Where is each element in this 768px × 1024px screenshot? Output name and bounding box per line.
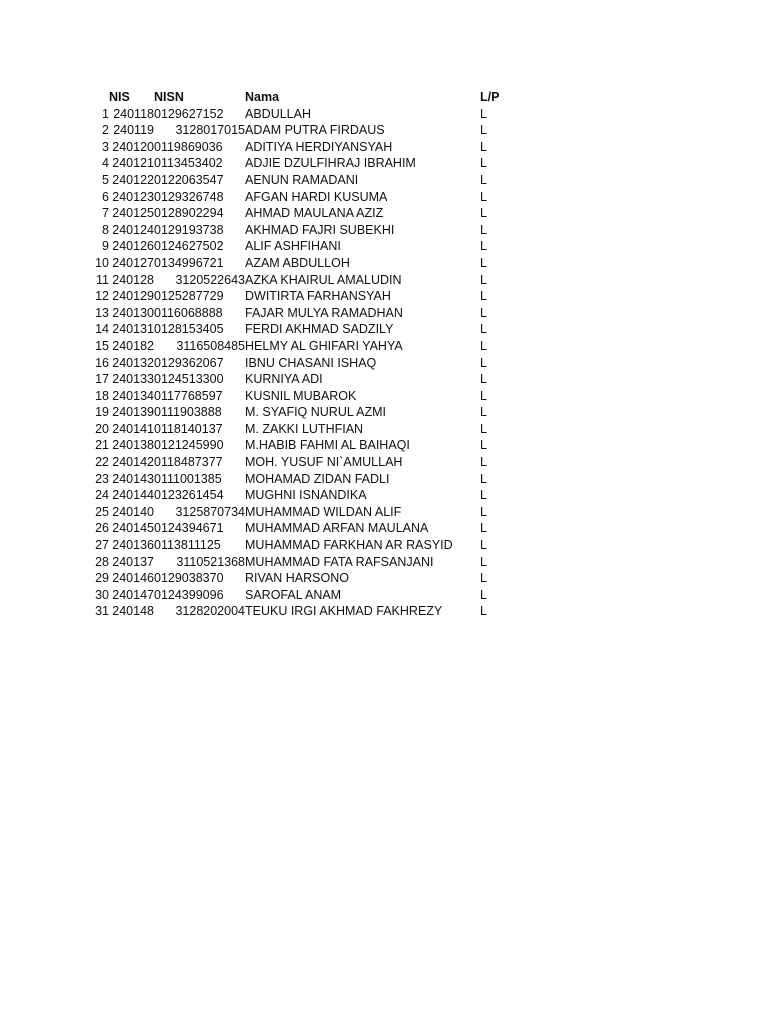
nis-cell: 240146 <box>112 571 154 586</box>
nis-cell: 240182 <box>112 338 154 353</box>
nama-cell: ALIF ASHFIHANI <box>245 239 341 254</box>
row-number-cell: 2 <box>102 123 109 138</box>
nis-cell: 240143 <box>112 471 154 486</box>
table-row <box>90 189 520 206</box>
nis-cell: 240140 <box>112 504 154 519</box>
row-number-cell: 3 <box>102 139 109 154</box>
nisn-cell: 0117768597 <box>154 388 223 403</box>
row-number-cell: 13 <box>95 305 109 320</box>
nisn-cell: 3128202004 <box>175 604 245 619</box>
row-number-cell: 28 <box>95 554 109 569</box>
row-number-cell: 16 <box>95 355 109 370</box>
table-row <box>90 155 520 172</box>
nisn-cell: 3128017015 <box>175 123 245 138</box>
lp-cell: L <box>480 355 487 370</box>
nisn-cell: 0111001385 <box>154 471 222 486</box>
table-row <box>90 371 520 388</box>
row-number-cell: 5 <box>102 172 109 187</box>
row-number-cell: 6 <box>102 189 109 204</box>
table-row <box>90 537 520 554</box>
table-row <box>90 288 520 305</box>
row-number-cell: 19 <box>95 405 109 420</box>
nisn-cell: 0111903888 <box>154 405 222 420</box>
lp-cell: L <box>480 172 487 187</box>
nis-cell: 240126 <box>112 239 154 254</box>
row-number-cell: 4 <box>102 156 109 171</box>
nis-cell: 240118 <box>113 106 154 121</box>
nisn-cell: 0124627502 <box>154 239 224 254</box>
lp-cell: L <box>480 156 487 171</box>
nisn-cell: 0128902294 <box>154 206 224 221</box>
nis-cell: 240147 <box>112 587 154 602</box>
nisn-cell: 0129362067 <box>154 355 224 370</box>
nisn-cell: 0129326748 <box>154 189 224 204</box>
nis-cell: 240138 <box>112 438 154 453</box>
nis-cell: 240139 <box>112 405 154 420</box>
header-nisn: NISN <box>154 90 184 104</box>
nisn-cell: 0125287729 <box>154 289 224 304</box>
nisn-cell: 0119869036 <box>154 139 223 154</box>
lp-cell: L <box>480 504 487 519</box>
nisn-cell: 0118487377 <box>154 455 223 470</box>
nisn-cell: 3120522643 <box>175 272 245 287</box>
nisn-cell: 0123261454 <box>154 488 224 503</box>
nis-cell: 240136 <box>112 538 154 553</box>
table-row <box>90 122 520 139</box>
nisn-cell: 3116508485 <box>176 338 245 353</box>
nis-cell: 240134 <box>112 388 154 403</box>
nama-cell: AZKA KHAIRUL AMALUDIN <box>245 272 402 287</box>
nisn-cell: 0128153405 <box>154 322 224 337</box>
table-row <box>90 421 520 438</box>
nisn-cell: 0124394671 <box>154 521 224 536</box>
nama-cell: ABDULLAH <box>245 106 311 121</box>
table-row <box>90 321 520 338</box>
table-row <box>90 404 520 421</box>
nis-cell: 240119 <box>113 123 154 138</box>
nama-cell: M. SYAFIQ NURUL AZMI <box>245 405 386 420</box>
row-number-cell: 7 <box>102 206 109 221</box>
nis-cell: 240125 <box>112 206 154 221</box>
table-row <box>90 437 520 454</box>
header-no <box>90 89 109 106</box>
nama-cell: AZAM ABDULLOH <box>245 255 350 270</box>
row-number-cell: 9 <box>102 239 109 254</box>
nisn-cell: 0113453402 <box>154 156 223 171</box>
table-row <box>90 139 520 156</box>
lp-cell: L <box>480 538 487 553</box>
lp-cell: L <box>480 571 487 586</box>
lp-cell: L <box>480 388 487 403</box>
nama-cell: MUHAMMAD ARFAN MAULANA <box>245 521 429 536</box>
nis-cell: 240144 <box>112 488 154 503</box>
header-nis: NIS <box>109 90 130 104</box>
table-row <box>90 255 520 272</box>
nis-cell: 240130 <box>112 305 154 320</box>
nama-cell: IBNU CHASANI ISHAQ <box>245 355 377 370</box>
table-row <box>90 520 520 537</box>
nama-cell: AKHMAD FAJRI SUBEKHI <box>245 222 395 237</box>
nis-cell: 240121 <box>112 156 154 171</box>
nama-cell: M.HABIB FAHMI AL BAIHAQI <box>245 438 410 453</box>
nis-cell: 240122 <box>112 172 154 187</box>
nisn-cell: 0129038370 <box>154 571 224 586</box>
nisn-cell: 3125870734 <box>175 504 245 519</box>
lp-cell: L <box>480 438 487 453</box>
row-number-cell: 8 <box>102 222 109 237</box>
nis-cell: 240131 <box>112 322 154 337</box>
table-row <box>90 487 520 504</box>
table-row <box>90 222 520 239</box>
table-row <box>90 471 520 488</box>
lp-cell: L <box>480 455 487 470</box>
nama-cell: KUSNIL MUBAROK <box>245 388 357 403</box>
table-row <box>90 454 520 471</box>
table-row <box>90 570 520 587</box>
nama-cell: AENUN RAMADANI <box>245 172 359 187</box>
lp-cell: L <box>480 189 487 204</box>
lp-cell: L <box>480 239 487 254</box>
nis-cell: 240133 <box>112 372 154 387</box>
nama-cell: KURNIYA ADI <box>245 372 323 387</box>
lp-cell: L <box>480 106 487 121</box>
nisn-cell: 3110521368 <box>176 554 245 569</box>
nisn-cell: 0129193738 <box>154 222 224 237</box>
lp-cell: L <box>480 222 487 237</box>
lp-cell: L <box>480 587 487 602</box>
table-row <box>90 338 520 355</box>
nama-cell: AHMAD MAULANA AZIZ <box>245 206 384 221</box>
nama-cell: MUHAMMAD WILDAN ALIF <box>245 504 402 519</box>
row-number-cell: 14 <box>95 322 109 337</box>
row-number-cell: 25 <box>95 504 109 519</box>
row-number-cell: 26 <box>95 521 109 536</box>
header-nama: Nama <box>245 90 280 104</box>
row-number-cell: 12 <box>95 289 109 304</box>
nama-cell: ADITIYA HERDIYANSYAH <box>245 139 393 154</box>
nisn-cell: 0122063547 <box>154 172 224 187</box>
table-row <box>90 238 520 255</box>
nis-cell: 240129 <box>112 289 154 304</box>
table-row <box>90 554 520 571</box>
nama-cell: AFGAN HARDI KUSUMA <box>245 189 388 204</box>
row-number-cell: 1 <box>102 106 109 121</box>
nis-cell: 240141 <box>112 421 154 436</box>
lp-cell: L <box>480 488 487 503</box>
nama-cell: FERDI AKHMAD SADZILY <box>245 322 394 337</box>
header-row <box>90 89 520 106</box>
nis-cell: 240120 <box>112 139 154 154</box>
row-number-cell: 10 <box>95 255 109 270</box>
nisn-cell: 0113811125 <box>154 538 221 553</box>
table-row <box>90 106 520 123</box>
row-number-cell: 15 <box>95 338 109 353</box>
lp-cell: L <box>480 338 487 353</box>
lp-cell: L <box>480 554 487 569</box>
nama-cell: ADAM PUTRA FIRDAUS <box>245 123 385 138</box>
lp-cell: L <box>480 372 487 387</box>
nis-cell: 240145 <box>112 521 154 536</box>
row-number-cell: 27 <box>95 538 109 553</box>
nama-cell: FAJAR MULYA RAMADHAN <box>245 305 403 320</box>
row-number-cell: 18 <box>95 388 109 403</box>
nisn-cell: 0124399096 <box>154 587 224 602</box>
row-number-cell: 29 <box>95 571 109 586</box>
nisn-cell: 0121245990 <box>154 438 224 453</box>
lp-cell: L <box>480 123 487 138</box>
lp-cell: L <box>480 405 487 420</box>
row-number-cell: 11 <box>96 272 109 287</box>
lp-cell: L <box>480 521 487 536</box>
lp-cell: L <box>480 255 487 270</box>
nama-cell: RIVAN HARSONO <box>245 571 349 586</box>
nama-cell: ADJIE DZULFIHRAJ IBRAHIM <box>245 156 416 171</box>
row-number-cell: 17 <box>95 372 109 387</box>
nisn-cell: 0134996721 <box>154 255 224 270</box>
lp-cell: L <box>480 421 487 436</box>
table-row <box>90 355 520 372</box>
nama-cell: MOHAMAD ZIDAN FADLI <box>245 471 390 486</box>
nama-cell: MUHAMMAD FARKHAN AR RASYID <box>245 538 453 553</box>
row-number-cell: 30 <box>95 587 109 602</box>
nama-cell: SAROFAL ANAM <box>245 587 342 602</box>
student-roster-table <box>90 89 520 620</box>
lp-cell: L <box>480 289 487 304</box>
nama-cell: HELMY AL GHIFARI YAHYA <box>245 338 403 353</box>
nama-cell: MUHAMMAD FATA RAFSANJANI <box>245 554 434 569</box>
nis-cell: 240124 <box>112 222 154 237</box>
nis-cell: 240128 <box>112 272 154 287</box>
nis-cell: 240123 <box>112 189 154 204</box>
table-row <box>90 305 520 322</box>
roster-body <box>90 106 520 620</box>
nis-cell: 240142 <box>112 455 154 470</box>
lp-cell: L <box>480 604 487 619</box>
row-number-cell: 24 <box>95 488 109 503</box>
lp-cell: L <box>480 272 487 287</box>
row-number-cell: 21 <box>95 438 109 453</box>
table-row <box>90 388 520 405</box>
nama-cell: M. ZAKKI LUTHFIAN <box>245 421 364 436</box>
nis-cell: 240137 <box>112 554 154 569</box>
lp-cell: L <box>480 139 487 154</box>
nisn-cell: 0129627152 <box>154 106 224 121</box>
nama-cell: DWITIRTA FARHANSYAH <box>245 289 391 304</box>
row-number-cell: 20 <box>95 421 109 436</box>
nisn-cell: 0118140137 <box>154 421 223 436</box>
table-row <box>90 272 520 289</box>
nis-cell: 240148 <box>112 604 154 619</box>
table-row <box>90 603 520 620</box>
nisn-cell: 0124513300 <box>154 372 224 387</box>
table-row <box>90 504 520 521</box>
nama-cell: MUGHNI ISNANDIKA <box>245 488 367 503</box>
nis-cell: 240132 <box>112 355 154 370</box>
table-row <box>90 172 520 189</box>
lp-cell: L <box>480 471 487 486</box>
nisn-cell: 0116068888 <box>154 305 223 320</box>
nama-cell: MOH. YUSUF NI`AMULLAH <box>245 455 403 470</box>
nama-cell: TEUKU IRGI AKHMAD FAKHREZY <box>245 604 443 619</box>
table-row <box>90 205 520 222</box>
lp-cell: L <box>480 305 487 320</box>
row-number-cell: 23 <box>95 471 109 486</box>
row-number-cell: 22 <box>95 455 109 470</box>
lp-cell: L <box>480 322 487 337</box>
header-lp: L/P <box>480 90 500 104</box>
row-number-cell: 31 <box>95 604 109 619</box>
nis-cell: 240127 <box>112 255 154 270</box>
lp-cell: L <box>480 206 487 221</box>
table-row <box>90 587 520 604</box>
